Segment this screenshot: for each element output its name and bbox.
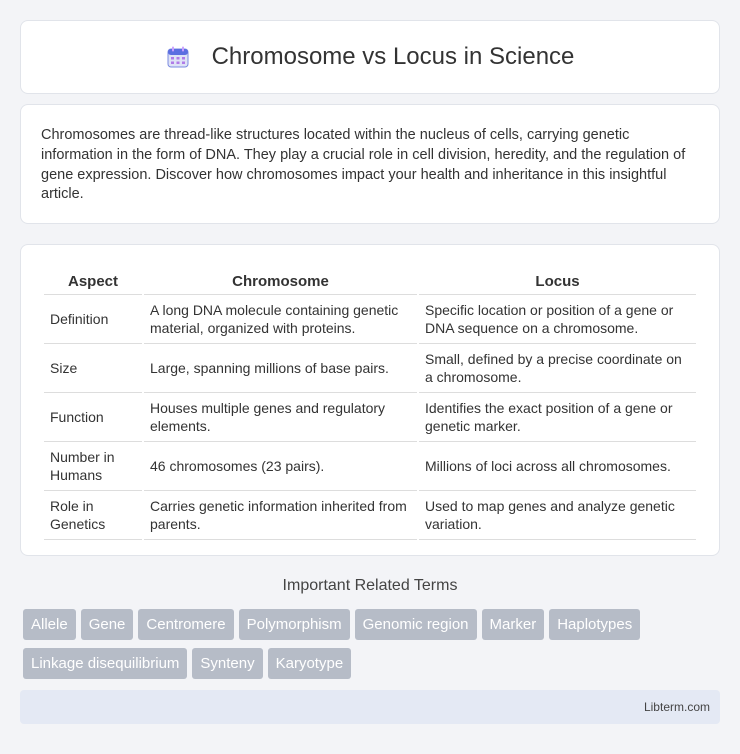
tag-haplotypes[interactable]: Haplotypes: [549, 609, 640, 640]
cell-aspect: Definition: [44, 295, 142, 344]
intro-text: Chromosomes are thread-like structures located within the nucleus of cells, carrying genetic information in the form of DNA. They play a crucial role in cell division, heredity, and the regulation of gene expression. Discover how chromosomes impact your health and inheritance in this insightful article.: [41, 127, 686, 203]
cell-locus: Identifies the exact position of a gene or genetic marker.: [419, 393, 696, 442]
table-row: [44, 491, 696, 540]
table-header-row: [44, 265, 696, 295]
cell-chromosome: Houses multiple genes and regulatory elements.: [144, 393, 417, 442]
calendar-icon: [166, 45, 190, 69]
cell-chromosome: Large, spanning millions of base pairs.: [144, 344, 417, 393]
table-row: [44, 393, 696, 442]
table-row: [44, 344, 696, 393]
header-locus: Locus: [419, 265, 696, 295]
cell-aspect: Role in Genetics: [44, 491, 142, 540]
header-aspect: Aspect: [44, 265, 142, 295]
tag-marker[interactable]: Marker: [482, 609, 545, 640]
cell-locus: Used to map genes and analyze genetic variation.: [419, 491, 696, 540]
cell-chromosome: 46 chromosomes (23 pairs).: [144, 442, 417, 491]
cell-aspect: Function: [44, 393, 142, 442]
page-title: Chromosome vs Locus in Science: [211, 43, 575, 70]
tag-gene[interactable]: Gene: [81, 609, 134, 640]
table-row: [44, 442, 696, 491]
related-terms-title: Important Related Terms: [282, 577, 458, 594]
tag-polymorphism[interactable]: Polymorphism: [239, 609, 350, 640]
tag-genomic-region[interactable]: Genomic region: [355, 609, 477, 640]
tag-linkage-disequilibrium[interactable]: Linkage disequilibrium: [23, 648, 187, 679]
footer: [20, 690, 720, 724]
cell-chromosome: A long DNA molecule containing genetic material, organized with proteins.: [144, 295, 417, 344]
cell-aspect: Number in Humans: [44, 442, 142, 491]
cell-chromosome: Carries genetic information inherited from parents.: [144, 491, 417, 540]
tag-synteny[interactable]: Synteny: [192, 648, 262, 679]
related-tags: [23, 609, 723, 687]
footer-site-link[interactable]: Libterm.com: [643, 700, 710, 714]
cell-locus: Specific location or position of a gene or DNA sequence on a chromosome.: [419, 295, 696, 344]
tag-centromere[interactable]: Centromere: [138, 609, 233, 640]
cell-locus: Millions of loci across all chromosomes.: [419, 442, 696, 491]
tag-karyotype[interactable]: Karyotype: [268, 648, 352, 679]
cell-aspect: Size: [44, 344, 142, 393]
comparison-card: [20, 244, 720, 556]
intro-card: [20, 104, 720, 224]
cell-locus: Small, defined by a precise coordinate on a chromosome.: [419, 344, 696, 393]
comparison-table: [42, 265, 698, 540]
tag-allele[interactable]: Allele: [23, 609, 76, 640]
header-chromosome: Chromosome: [144, 265, 417, 295]
table-row: [44, 295, 696, 344]
title-card: [20, 20, 720, 94]
